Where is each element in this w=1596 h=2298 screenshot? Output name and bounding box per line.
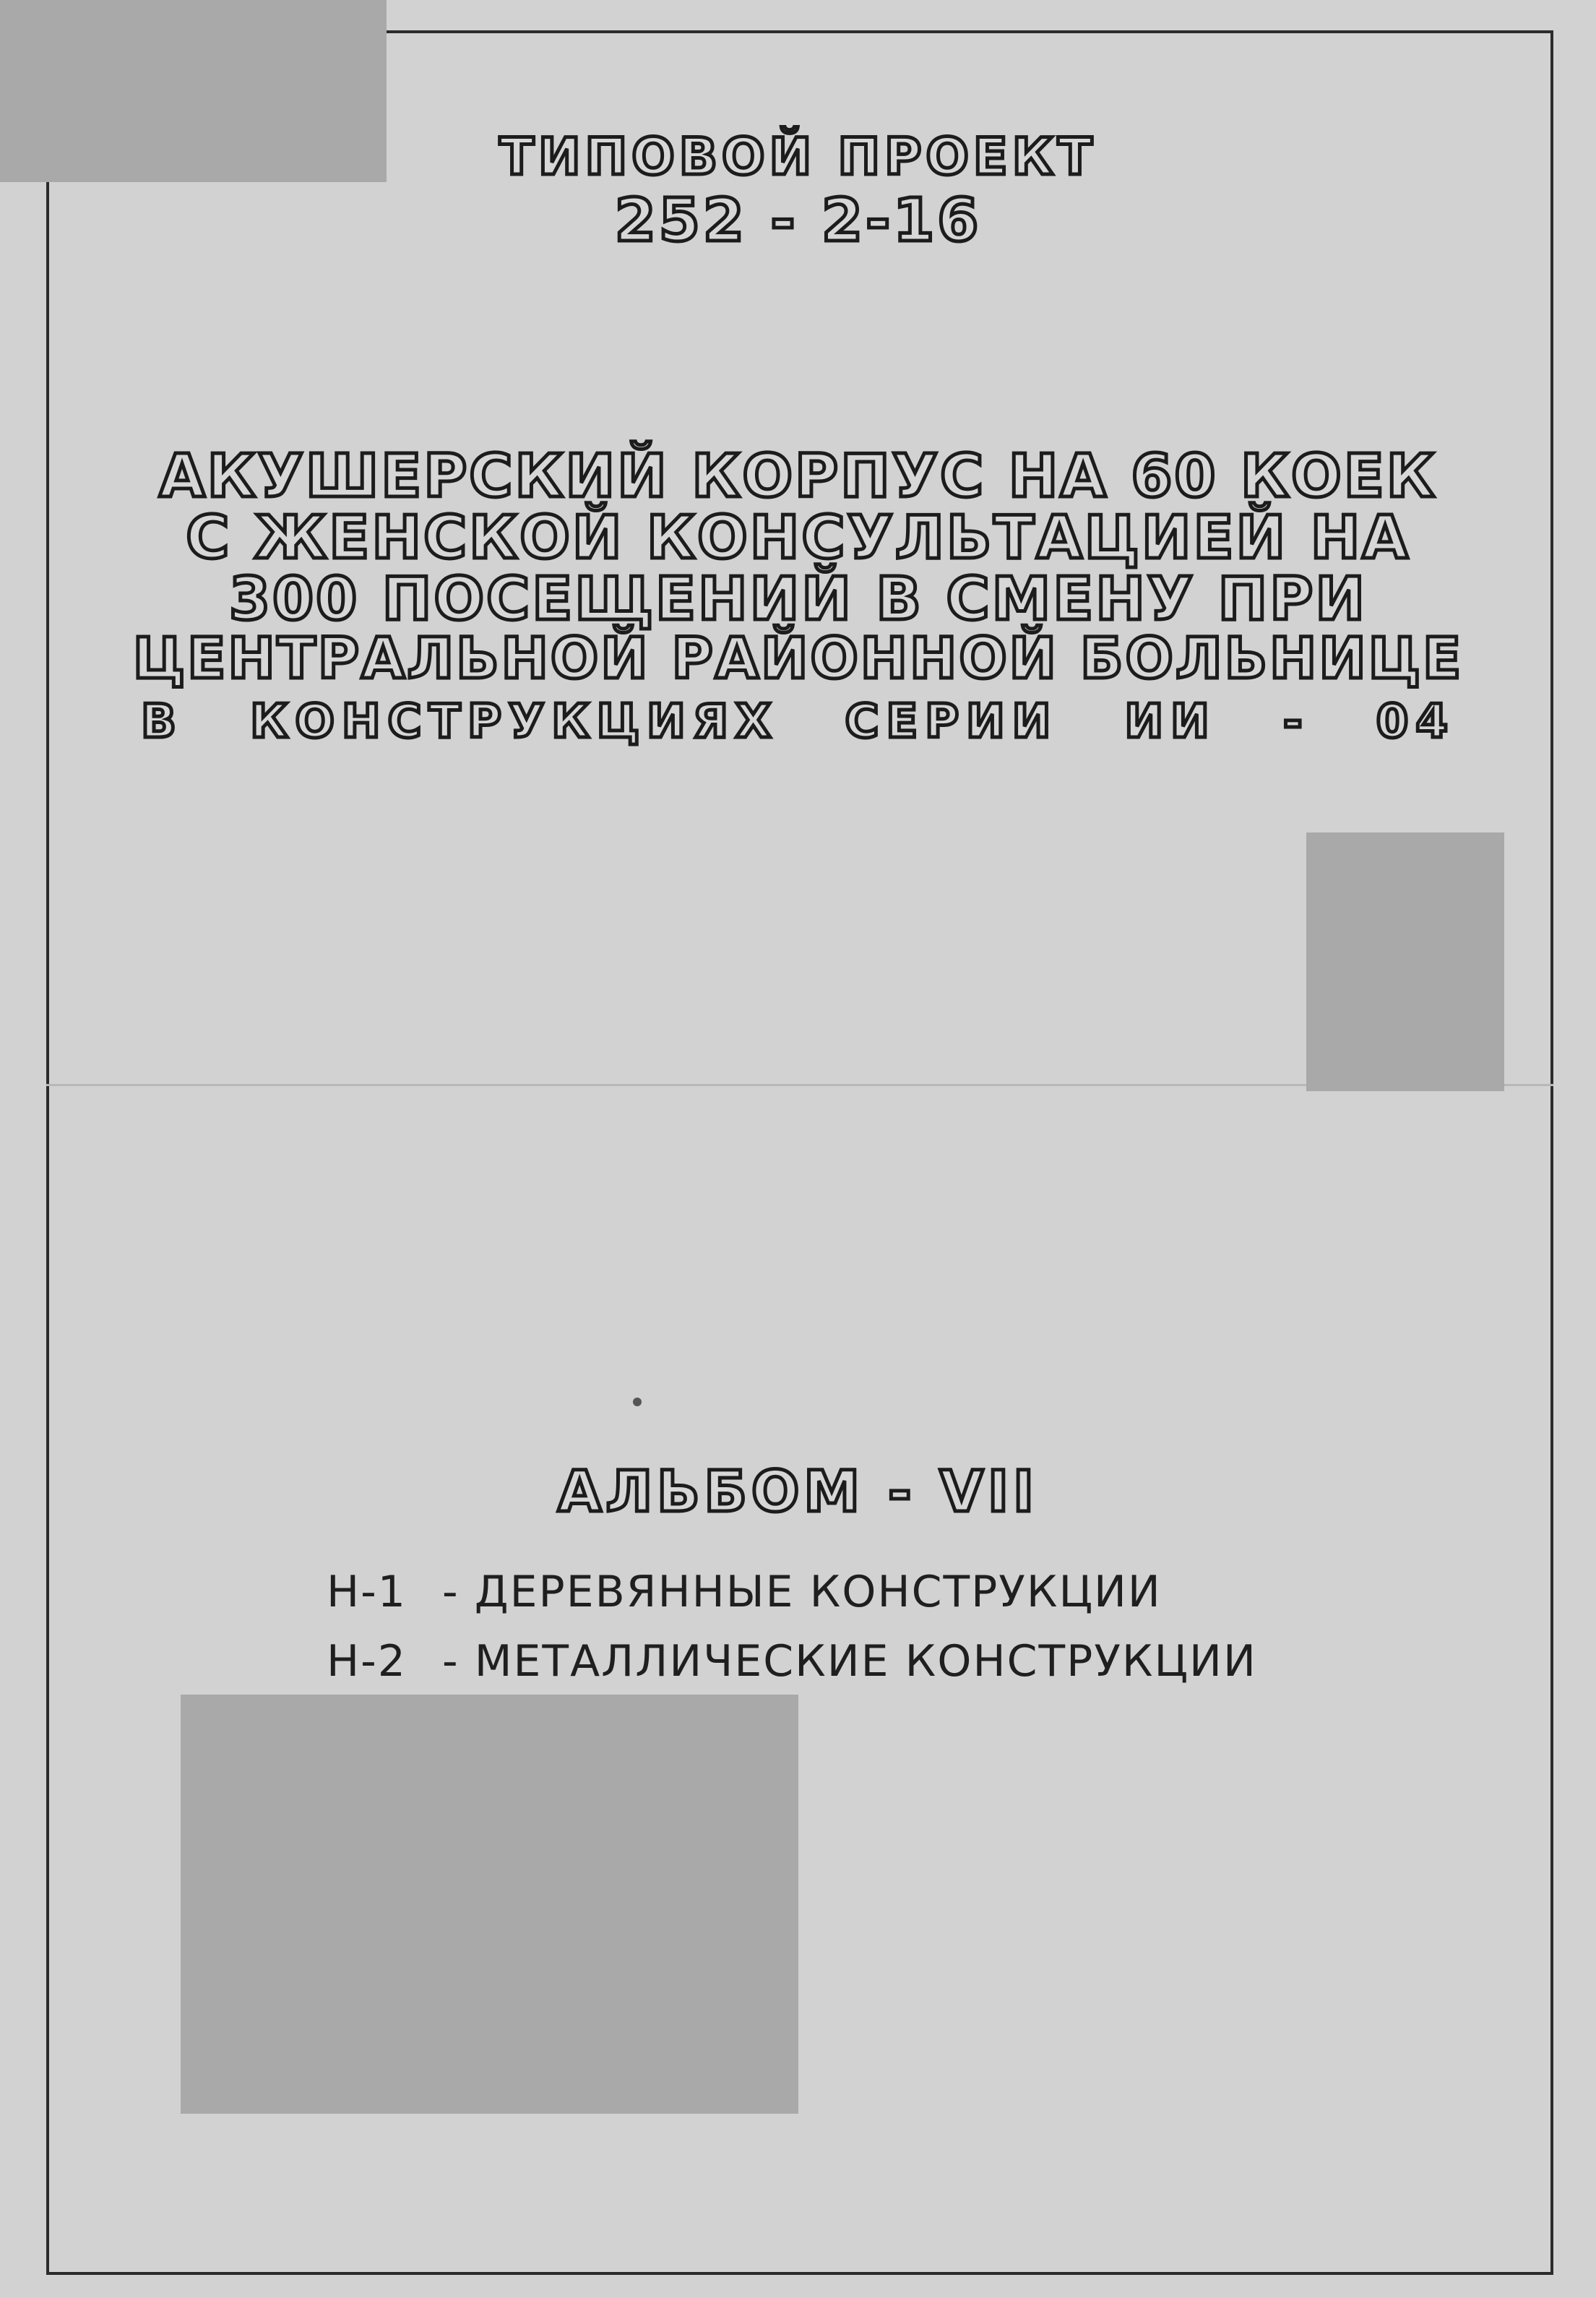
redacted-block-right <box>1306 832 1504 1091</box>
contents-text: - МЕТАЛЛИЧЕСКИЕ КОНСТРУКЦИИ <box>442 1636 1257 1687</box>
redacted-block-bottom-left <box>181 1695 798 2114</box>
contents-text: - ДЕРЕВЯННЫЕ КОНСТРУКЦИИ <box>442 1567 1162 1617</box>
contents-code: Н-1 <box>327 1567 407 1617</box>
project-number: 252 - 2-16 <box>614 186 982 255</box>
album-label: АЛЬБОМ - VII <box>557 1460 1039 1525</box>
ink-spot <box>633 1398 642 1406</box>
title-line-3: 300 ПОСЕЩЕНИЙ В СМЕНУ ПРИ <box>229 565 1367 634</box>
project-label: ТИПОВОЙ ПРОЕКТ <box>499 127 1097 186</box>
title-line-5: В КОНСТРУКЦИЯХ СЕРИИ ИИ - 04 <box>141 695 1455 749</box>
contents-item-1 <box>327 1567 1162 1617</box>
contents-code: Н-2 <box>327 1636 407 1687</box>
contents-item-2 <box>327 1636 1257 1687</box>
title-line-1: АКУШЕРСКИЙ КОРПУС НА 60 КОЕК <box>159 442 1437 511</box>
title-line-2: С ЖЕНСКОЙ КОНСУЛЬТАЦИЕЙ НА <box>186 504 1410 572</box>
title-line-4: ЦЕНТРАЛЬНОЙ РАЙОННОЙ БОЛЬНИЦЕ <box>132 627 1464 692</box>
